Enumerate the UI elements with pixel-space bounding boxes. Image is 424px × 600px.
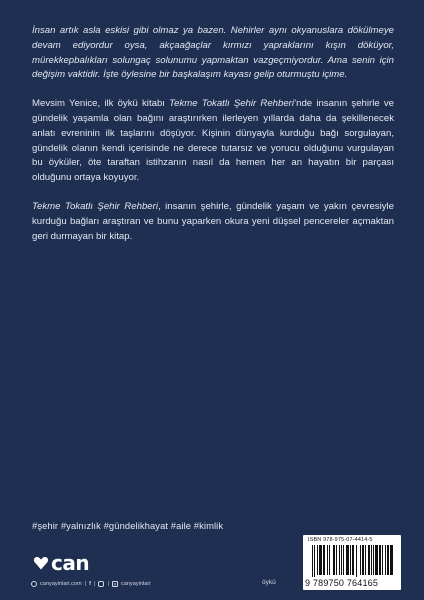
barcode-bar (371, 545, 372, 575)
web-icon (31, 581, 37, 587)
barcode-bar (343, 545, 344, 575)
barcode-bar (385, 545, 386, 575)
barcode-bar (375, 545, 378, 575)
barcode (303, 535, 401, 590)
isbn-label: ISBN 978-975-07-4414-5 (308, 537, 373, 543)
heart-v-icon (33, 555, 49, 571)
barcode-bar (327, 545, 328, 575)
barcode-bar (346, 545, 349, 575)
barcode-bar (352, 545, 354, 575)
barcode-bar (317, 545, 318, 575)
separator: | (84, 581, 87, 587)
hashtags: #şehir #yalnızlık #gündelikhayat #aile #kimlik (32, 520, 224, 531)
text-run: Mevsim Yenice, ilk öykü kitabı (32, 98, 170, 110)
barcode-bar (387, 545, 389, 575)
separator: | (107, 581, 109, 587)
x-icon: ✕ (113, 582, 117, 587)
text-run: , insanın şehirle, gündelik yaşam ve yakın çevresiyle kurduğu bağları araştıran ve bunu yaparken okura yeni düşsel pencereler açmaktan geri durmayan bir kitap. (32, 200, 394, 242)
instagram-icon (98, 581, 104, 587)
barcode-bar (356, 545, 357, 577)
paragraph-3 (32, 200, 394, 244)
paragraph-1 (32, 24, 394, 83)
barcode-bars (312, 545, 394, 577)
facebook-icon: f (89, 581, 91, 587)
barcode-bar (336, 545, 337, 575)
barcode-bar (319, 545, 322, 575)
barcode-bar (373, 545, 374, 575)
barcode-bar (329, 545, 330, 575)
barcode-bar (339, 545, 340, 575)
text-run: ’nde insanın şehirle ve gündelik yaşamla olan bağını araştırırken ilerleyen yıllarda daha da şekillenecek anlatı evreninin ilk taşlarını döşüyor. Kişinin dünyayla kurduğu bağı sorgulayan, gündelik olanın kendi içerisinde ne derece tutarsız ve yorucu olduğunu vurgulayan bu öyküler, öte taraftan istihzanın nasıl da hemen her an hayatın bir parçası olduğunu ortaya koyuyor. (32, 98, 394, 184)
barcode-bar (350, 545, 351, 575)
barcode-bar (312, 545, 313, 577)
barcode-bar (390, 545, 393, 575)
barcode-bar (314, 545, 315, 577)
barcode-bar (379, 545, 381, 575)
website-text: canyayinlari.com (40, 581, 82, 587)
italic-text: Tekme Tokatlı Şehir Rehberi (169, 98, 294, 110)
social-handle: canyayinlari (120, 581, 151, 587)
separator: | (94, 581, 96, 587)
barcode-bar (341, 545, 342, 575)
blurb (32, 24, 394, 258)
barcode-digits: 9 789750 764165 (305, 578, 379, 588)
barcode-bar (365, 545, 366, 575)
publisher-logo (33, 552, 89, 574)
barcode-bar (333, 545, 335, 575)
barcode-bar (368, 545, 370, 575)
paragraph-2 (32, 97, 394, 186)
barcode-bar (323, 545, 325, 575)
barcode-bar (362, 545, 364, 575)
italic-text: İnsan artık asla eskisi gibi olmaz ya bazen. Nehirler aynı okyanuslarа dökülmeye devam ediyordur oysa, akçaağaçlar kırmızı yapraklarını kışın döküyor, mürekkepbalıkları solungaç solunumu yapmaktan vazgeçmiyordur. Ama senin için değişim vaktidir. İşte öylesine bir başkalaşım kayası gelip oturmuştu içime. (32, 25, 394, 81)
barcode-bar (382, 545, 383, 575)
publisher-footer (31, 579, 150, 589)
publisher-logo-text: can (51, 551, 90, 575)
italic-text: Tekme Tokatlı Şehir Rehberi (32, 200, 158, 212)
genre-label: öykü (262, 579, 276, 586)
barcode-bar (360, 545, 361, 575)
